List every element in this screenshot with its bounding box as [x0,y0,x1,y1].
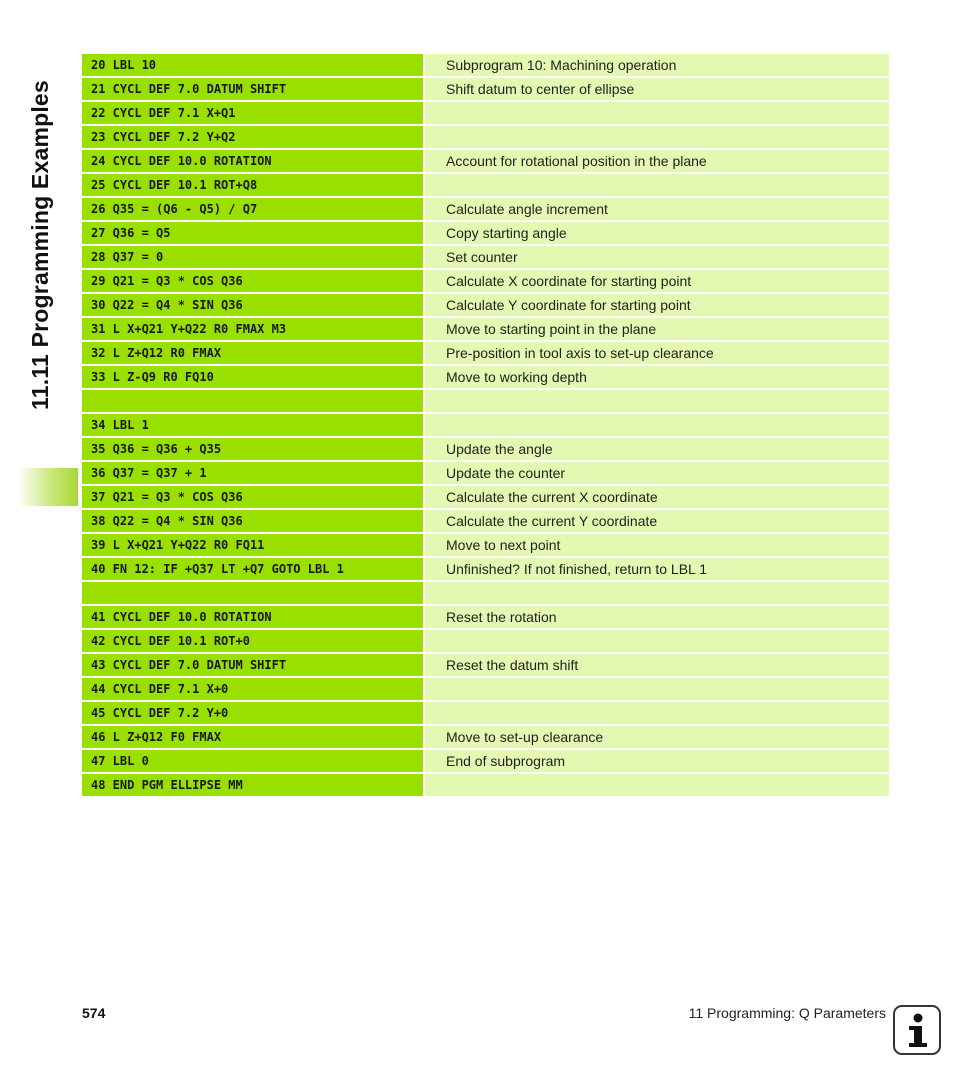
description-cell [425,774,889,796]
description-cell [425,414,889,436]
description-cell: Reset the rotation [425,606,889,628]
description-cell: Update the angle [425,438,889,460]
nc-code-cell: 34 LBL 1 [82,414,423,436]
description-cell: Calculate the current X coordinate [425,486,889,508]
table-row [82,246,889,268]
nc-code-cell: 45 CYCL DEF 7.2 Y+0 [82,702,423,724]
table-row [82,462,889,484]
nc-code-cell: 20 LBL 10 [82,54,423,76]
description-cell: Shift datum to center of ellipse [425,78,889,100]
nc-code-cell: 39 L X+Q21 Y+Q22 R0 FQ11 [82,534,423,556]
table-row [82,414,889,436]
table-row [82,654,889,676]
table-row [82,678,889,700]
nc-code-cell: 41 CYCL DEF 10.0 ROTATION [82,606,423,628]
table-row [82,198,889,220]
description-cell: Calculate the current Y coordinate [425,510,889,532]
section-title: 11.11 Programming Examples [27,80,53,410]
program-listing-table [82,54,889,798]
description-cell: Calculate angle increment [425,198,889,220]
description-cell [425,678,889,700]
table-row [82,486,889,508]
page-number: 574 [82,1005,106,1021]
nc-code-cell [82,390,423,412]
table-row [82,318,889,340]
description-cell: End of subprogram [425,750,889,772]
description-cell: Move to working depth [425,366,889,388]
table-row [82,702,889,724]
nc-code-cell: 48 END PGM ELLIPSE MM [82,774,423,796]
table-row [82,534,889,556]
table-row [82,294,889,316]
nc-code-cell: 24 CYCL DEF 10.0 ROTATION [82,150,423,172]
nc-code-cell: 43 CYCL DEF 7.0 DATUM SHIFT [82,654,423,676]
table-row [82,222,889,244]
description-cell [425,126,889,148]
nc-code-cell: 44 CYCL DEF 7.1 X+0 [82,678,423,700]
table-row [82,750,889,772]
description-cell [425,582,889,604]
nc-code-cell: 37 Q21 = Q3 * COS Q36 [82,486,423,508]
table-row [82,438,889,460]
description-cell: Move to next point [425,534,889,556]
description-cell: Move to starting point in the plane [425,318,889,340]
description-cell [425,174,889,196]
nc-code-cell: 30 Q22 = Q4 * SIN Q36 [82,294,423,316]
description-cell: Account for rotational position in the plane [425,150,889,172]
description-cell: Copy starting angle [425,222,889,244]
table-row [82,54,889,76]
table-row [82,558,889,580]
nc-code-cell: 40 FN 12: IF +Q37 LT +Q7 GOTO LBL 1 [82,558,423,580]
nc-code-cell: 32 L Z+Q12 R0 FMAX [82,342,423,364]
description-cell [425,702,889,724]
description-cell: Update the counter [425,462,889,484]
nc-code-cell: 46 L Z+Q12 F0 FMAX [82,726,423,748]
nc-code-cell: 28 Q37 = 0 [82,246,423,268]
nc-code-cell: 27 Q36 = Q5 [82,222,423,244]
nc-code-cell: 25 CYCL DEF 10.1 ROT+Q8 [82,174,423,196]
table-row [82,582,889,604]
table-row [82,510,889,532]
info-icon [893,1005,941,1055]
nc-code-cell: 31 L X+Q21 Y+Q22 R0 FMAX M3 [82,318,423,340]
table-row [82,174,889,196]
description-cell: Calculate Y coordinate for starting point [425,294,889,316]
description-cell [425,102,889,124]
nc-code-cell: 36 Q37 = Q37 + 1 [82,462,423,484]
nc-code-cell: 47 LBL 0 [82,750,423,772]
nc-code-cell: 26 Q35 = (Q6 - Q5) / Q7 [82,198,423,220]
nc-code-cell: 23 CYCL DEF 7.2 Y+Q2 [82,126,423,148]
description-cell [425,390,889,412]
table-row [82,270,889,292]
description-cell: Move to set-up clearance [425,726,889,748]
nc-code-cell: 35 Q36 = Q36 + Q35 [82,438,423,460]
description-cell: Subprogram 10: Machining operation [425,54,889,76]
table-row [82,630,889,652]
nc-code-cell: 22 CYCL DEF 7.1 X+Q1 [82,102,423,124]
chapter-tab-marker [18,468,78,506]
table-row [82,342,889,364]
table-row [82,102,889,124]
table-row [82,726,889,748]
nc-code-cell: 42 CYCL DEF 10.1 ROT+0 [82,630,423,652]
description-cell [425,630,889,652]
table-row [82,774,889,796]
chapter-footer: 11 Programming: Q Parameters [688,1005,886,1021]
description-cell: Pre-position in tool axis to set-up clearance [425,342,889,364]
nc-code-cell: 38 Q22 = Q4 * SIN Q36 [82,510,423,532]
table-row [82,606,889,628]
table-row [82,126,889,148]
nc-code-cell [82,582,423,604]
table-row [82,366,889,388]
nc-code-cell: 21 CYCL DEF 7.0 DATUM SHIFT [82,78,423,100]
nc-code-cell: 29 Q21 = Q3 * COS Q36 [82,270,423,292]
table-row [82,78,889,100]
description-cell: Set counter [425,246,889,268]
description-cell: Calculate X coordinate for starting point [425,270,889,292]
table-row [82,390,889,412]
description-cell: Reset the datum shift [425,654,889,676]
nc-code-cell: 33 L Z-Q9 R0 FQ10 [82,366,423,388]
description-cell: Unfinished? If not finished, return to LBL 1 [425,558,889,580]
table-row [82,150,889,172]
